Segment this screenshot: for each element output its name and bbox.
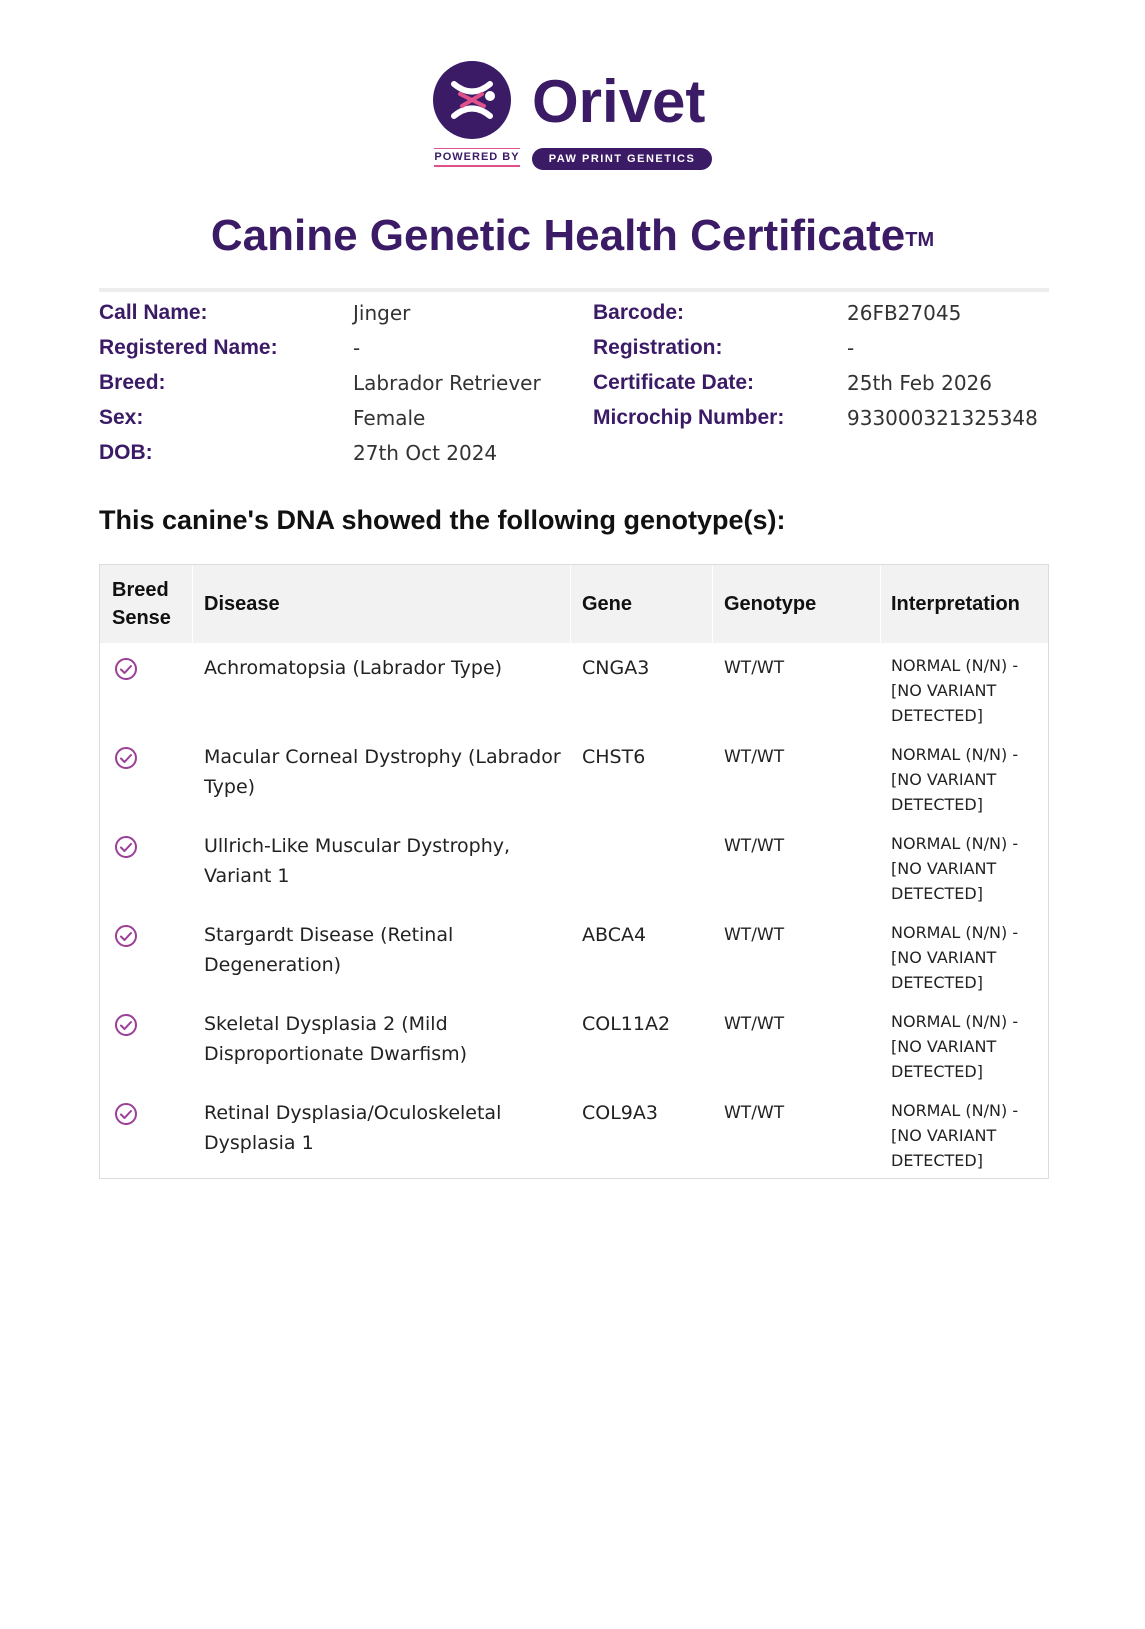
disease-cell (204, 1009, 564, 1069)
interpretation-cell (891, 1009, 1041, 1084)
check-circle-icon (114, 746, 138, 770)
disease-line2: Type) (204, 776, 256, 798)
interpretation-line1: NORMAL (N/N) - (891, 656, 1019, 675)
disease-cell (204, 653, 564, 683)
table-row (100, 999, 1048, 1088)
microchip-label: Microchip Number: (593, 406, 785, 429)
interpretation-line3: DETECTED] (891, 795, 983, 814)
disease-header: Disease (204, 593, 280, 615)
disease-cell (204, 920, 564, 980)
brand-name: Orivet (532, 68, 706, 135)
interpretation-line3: DETECTED] (891, 1062, 983, 1081)
registration-label: Registration: (593, 336, 723, 359)
disease-line1: Stargardt Disease (Retinal (204, 924, 454, 946)
table-header (100, 565, 1048, 643)
barcode-value: 26FB27045 (847, 301, 962, 325)
gene-cell: ABCA4 (582, 924, 647, 946)
breed-sense-header (112, 576, 171, 632)
table-row (100, 643, 1048, 732)
interpretation-line2: [NO VARIANT (891, 1037, 997, 1056)
table-row (100, 821, 1048, 910)
interpretation-cell (891, 1098, 1041, 1173)
gene-cell: CHST6 (582, 746, 646, 768)
breed-label: Breed: (99, 371, 166, 394)
registered-name-value: - (353, 336, 361, 360)
title-divider (99, 288, 1049, 292)
partner-badge: PAW PRINT GENETICS (532, 148, 712, 170)
breed-sense-header-line1: Breed (112, 579, 169, 601)
sex-value: Female (353, 406, 426, 430)
powered-by-label: POWERED BY (434, 148, 520, 167)
disease-line2: Degeneration) (204, 954, 342, 976)
interpretation-line1: NORMAL (N/N) - (891, 1012, 1019, 1031)
interpretation-line2: [NO VARIANT (891, 859, 997, 878)
disease-line2: Dysplasia 1 (204, 1132, 314, 1154)
check-circle-icon (114, 657, 138, 681)
genotype-cell: WT/WT (724, 658, 785, 678)
registration-value: - (847, 336, 855, 360)
interpretation-cell (891, 920, 1041, 995)
interpretation-line1: NORMAL (N/N) - (891, 834, 1019, 853)
interpretation-line3: DETECTED] (891, 973, 983, 992)
disease-line2: Disproportionate Dwarfism) (204, 1043, 468, 1065)
certificate-date-value: 25th Feb 2026 (847, 371, 992, 395)
interpretation-line1: NORMAL (N/N) - (891, 745, 1019, 764)
interpretation-cell (891, 742, 1041, 817)
dob-label: DOB: (99, 441, 153, 464)
title-text: Canine Genetic Health Certificate (210, 211, 906, 260)
barcode-label: Barcode: (593, 301, 685, 324)
registered-name-label: Registered Name: (99, 336, 278, 359)
breed-value: Labrador Retriever (353, 371, 541, 395)
microchip-value: 933000321325348 (847, 406, 1038, 430)
genotype-header: Genotype (724, 593, 817, 615)
disease-line1: Retinal Dysplasia/Oculoskeletal (204, 1102, 502, 1124)
breed-sense-header-line2: Sense (112, 607, 171, 629)
dna-dog-logo-icon (432, 60, 512, 140)
disease-cell (204, 1098, 564, 1158)
gene-cell: CNGA3 (582, 657, 650, 679)
disease-line1: Ullrich-Like Muscular Dystrophy, (204, 835, 511, 857)
check-circle-icon (114, 1013, 138, 1037)
call-name-label: Call Name: (99, 301, 208, 324)
disease-line1: Macular Corneal Dystrophy (Labrador (204, 746, 561, 768)
genotype-heading: This canine's DNA showed the following genotype(s): (99, 505, 786, 535)
certificate-date-label: Certificate Date: (593, 371, 755, 394)
call-name-value: Jinger (353, 301, 411, 325)
check-circle-icon (114, 835, 138, 859)
disease-cell (204, 831, 564, 891)
genotype-cell: WT/WT (724, 925, 785, 945)
gene-cell: COL9A3 (582, 1102, 658, 1124)
interpretation-header: Interpretation (891, 593, 1020, 615)
interpretation-cell (891, 831, 1041, 906)
table-row (100, 910, 1048, 999)
genotype-table (99, 564, 1049, 1179)
interpretation-line2: [NO VARIANT (891, 1126, 997, 1145)
interpretation-line3: DETECTED] (891, 706, 983, 725)
genotype-cell: WT/WT (724, 747, 785, 767)
interpretation-line2: [NO VARIANT (891, 681, 997, 700)
sex-label: Sex: (99, 406, 144, 429)
interpretation-line3: DETECTED] (891, 1151, 983, 1170)
page-title (0, 208, 1145, 264)
interpretation-line2: [NO VARIANT (891, 770, 997, 789)
interpretation-line1: NORMAL (N/N) - (891, 923, 1019, 942)
interpretation-line1: NORMAL (N/N) - (891, 1101, 1019, 1120)
table-row (100, 732, 1048, 821)
genotype-cell: WT/WT (724, 1014, 785, 1034)
gene-header: Gene (582, 593, 633, 615)
genotype-cell: WT/WT (724, 836, 785, 856)
check-circle-icon (114, 1102, 138, 1126)
disease-cell (204, 742, 564, 802)
table-row (100, 1088, 1048, 1177)
trademark-mark: TM (905, 229, 935, 251)
interpretation-line2: [NO VARIANT (891, 948, 997, 967)
disease-line1: Skeletal Dysplasia 2 (Mild (204, 1013, 448, 1035)
interpretation-cell (891, 653, 1041, 728)
dog-details (99, 298, 1049, 473)
genotype-cell: WT/WT (724, 1103, 785, 1123)
gene-cell: COL11A2 (582, 1013, 671, 1035)
disease-line2: Variant 1 (204, 865, 290, 887)
interpretation-line3: DETECTED] (891, 884, 983, 903)
orivet-logo (432, 58, 732, 170)
dob-value: 27th Oct 2024 (353, 441, 498, 465)
check-circle-icon (114, 924, 138, 948)
disease-line1: Achromatopsia (Labrador Type) (204, 657, 503, 679)
